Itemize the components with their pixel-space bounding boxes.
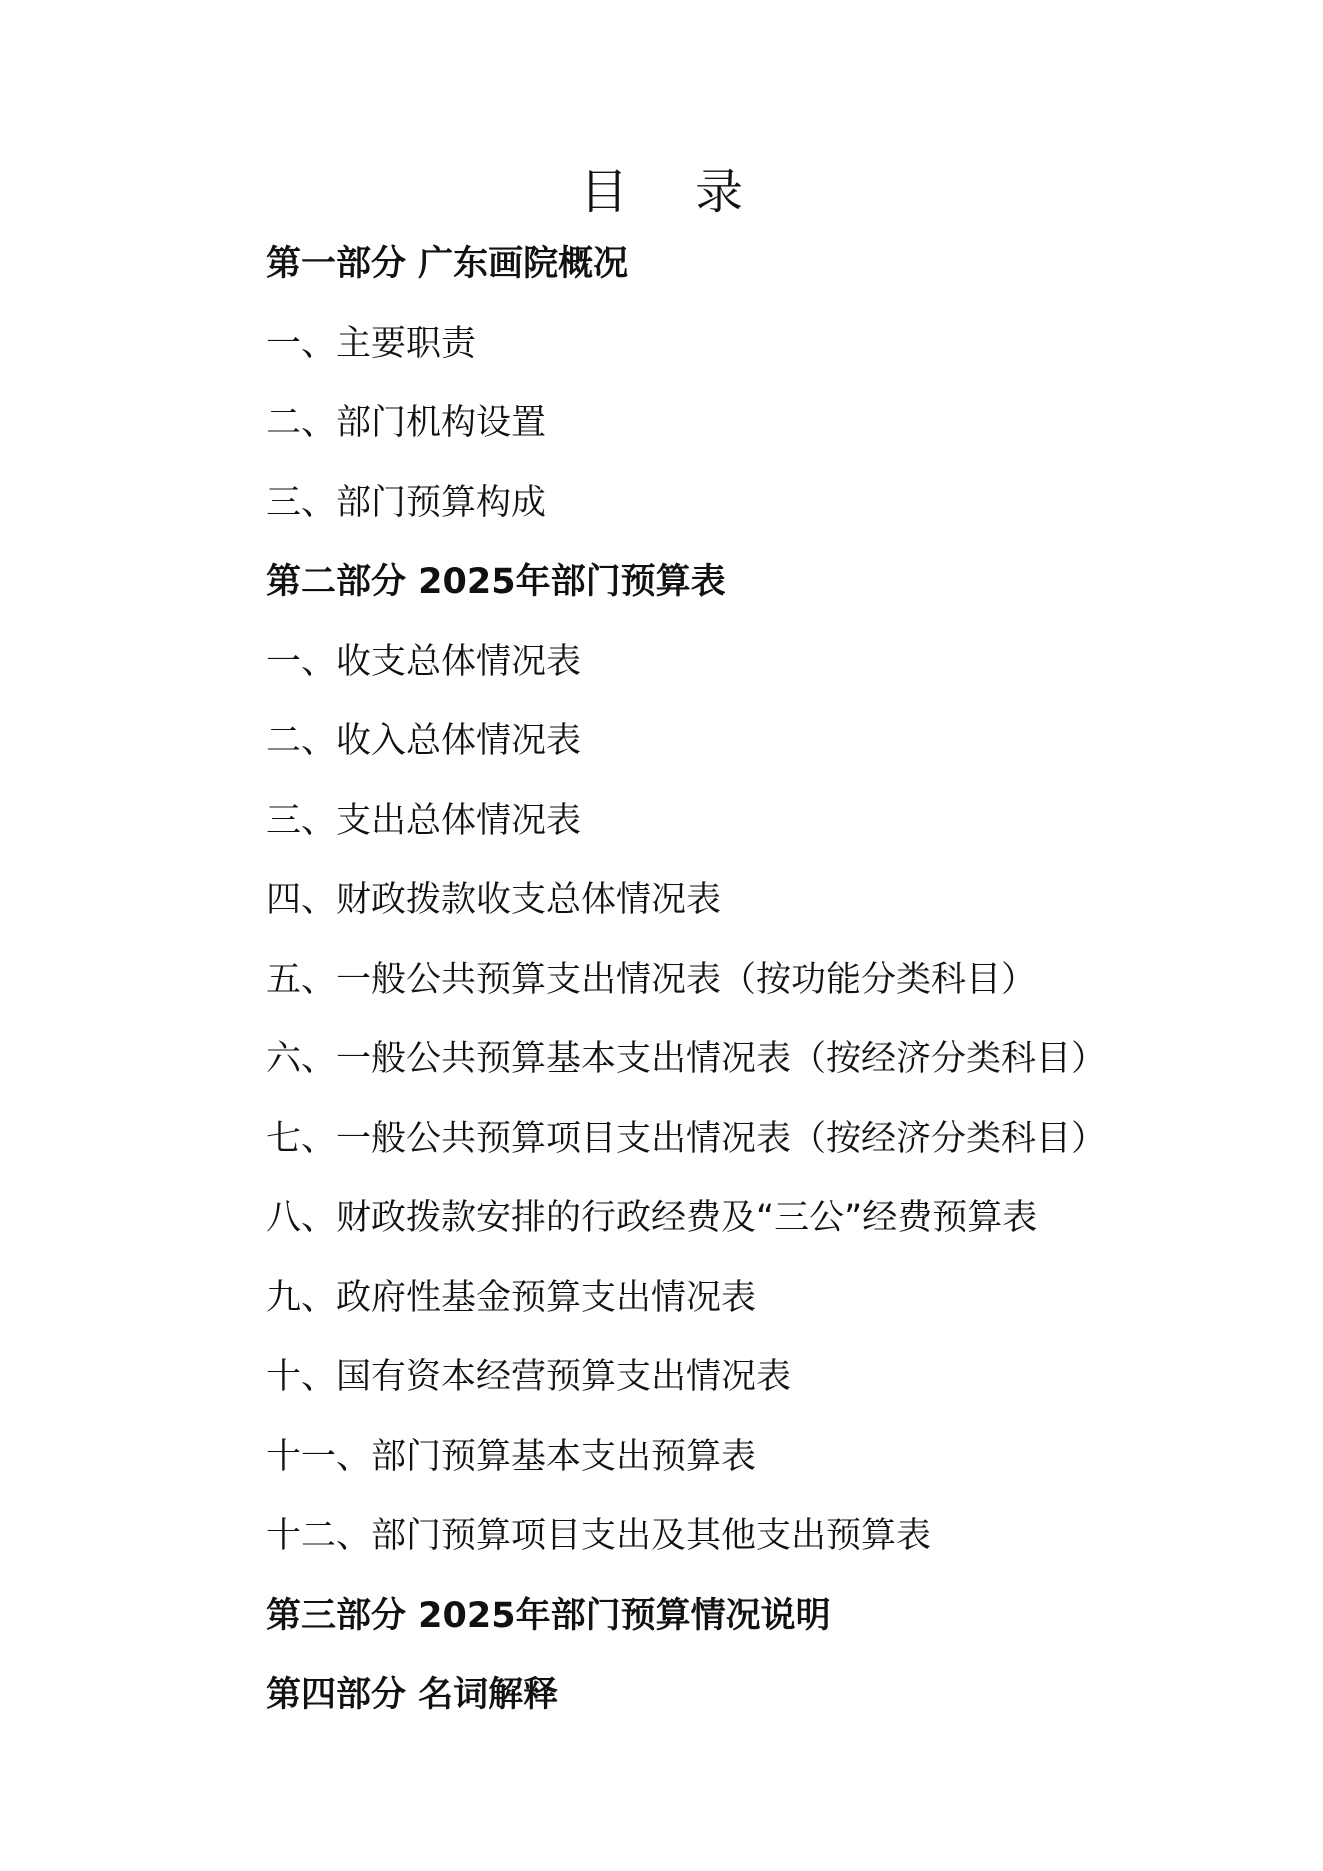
toc-item: 三、支出总体情况表 [266, 800, 582, 841]
toc-item: 一、主要职责 [266, 323, 477, 364]
table-of-contents [266, 232, 1266, 1743]
toc-item: 十、国有资本经营预算支出情况表 [266, 1357, 792, 1397]
toc-item: 二、部门机构设置 [266, 403, 547, 443]
toc-title: 目 录 [579, 164, 770, 221]
toc-item: 二、收入总体情况表 [266, 721, 582, 761]
toc-item: 七、一般公共预算项目支出情况表（按经济分类科目） [266, 1118, 1107, 1159]
toc-item: 四、财政拨款收支总体情况表 [266, 880, 722, 920]
toc-item: 十二、部门预算项目支出及其他支出预算表 [266, 1516, 932, 1556]
toc-item: 九、政府性基金预算支出情况表 [266, 1277, 757, 1318]
toc-item: 八、财政拨款安排的行政经费及“三公”经费预算表 [266, 1198, 1038, 1238]
toc-part-1: 第一部分 广东画院概况 [266, 244, 629, 284]
toc-part-3: 第三部分 2025年部门预算情况说明 [266, 1595, 831, 1636]
toc-item: 五、一般公共预算支出情况表（按功能分类科目） [266, 959, 1037, 1000]
toc-item: 一、收支总体情况表 [266, 641, 582, 682]
toc-part-4: 第四部分 名词解释 [266, 1675, 559, 1715]
toc-part-2: 第二部分 2025年部门预算表 [266, 562, 726, 602]
toc-item: 三、部门预算构成 [266, 482, 547, 523]
toc-item: 六、一般公共预算基本支出情况表（按经济分类科目） [266, 1039, 1107, 1079]
toc-item: 十一、部门预算基本支出预算表 [266, 1436, 757, 1477]
